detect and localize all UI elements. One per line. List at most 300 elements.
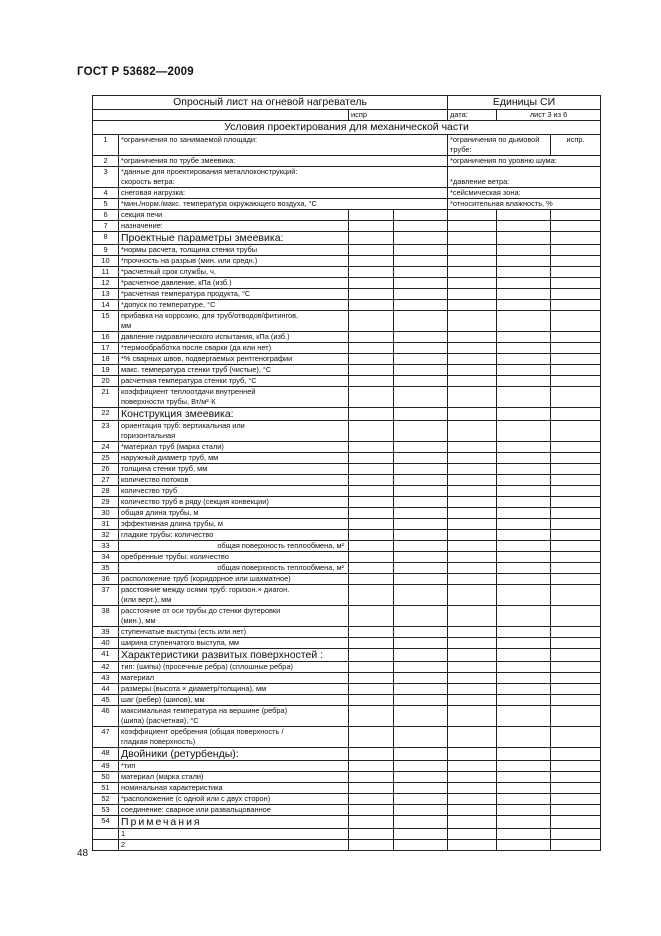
value-cell (551, 794, 601, 805)
row-text: *допуск по температуре, °С (121, 300, 216, 309)
value-cell (448, 627, 497, 638)
value-cell (349, 519, 394, 530)
value-cell (551, 706, 601, 727)
value-cell (448, 387, 497, 408)
value-cell (551, 453, 601, 464)
value-cell (448, 695, 497, 706)
value-cell (497, 684, 551, 695)
value-cell (394, 673, 448, 684)
row-text: максимальная температура на вершине (ребра) (121, 706, 288, 715)
row-text-line2: (мин.), мм (121, 616, 156, 625)
value-cell (497, 376, 551, 387)
value-cell (551, 761, 601, 772)
value-cell (394, 267, 448, 278)
value-cell (394, 805, 448, 816)
table-row (93, 684, 601, 695)
row-text: общая поверхность теплообмена, м² (217, 563, 344, 572)
value-cell (394, 794, 448, 805)
row-text: номинальная характеристика (121, 783, 223, 792)
value-cell (394, 508, 448, 519)
value-cell (349, 541, 394, 552)
value-cell (349, 210, 394, 221)
value-cell (448, 332, 497, 343)
table-row (93, 727, 601, 748)
row-number: 26 (93, 464, 119, 475)
value-cell (448, 365, 497, 376)
value-cell (448, 772, 497, 783)
row-label (119, 727, 349, 748)
value-cell (448, 541, 497, 552)
row-number: 28 (93, 486, 119, 497)
value-cell (497, 365, 551, 376)
value-cell (497, 408, 551, 421)
row-label (119, 365, 349, 376)
value-cell (497, 245, 551, 256)
value-cell (394, 221, 448, 232)
row-label-left (119, 156, 448, 167)
value-cell (448, 245, 497, 256)
value-cell (448, 442, 497, 453)
row-label (119, 794, 349, 805)
value-cell (349, 706, 394, 727)
value-cell (448, 606, 497, 627)
value-cell (394, 497, 448, 508)
value-cell (349, 343, 394, 354)
value-cell (551, 574, 601, 585)
value-cell (551, 232, 601, 245)
table-row (93, 783, 601, 794)
table-row (93, 199, 601, 210)
row-text: *сейсмическая зона: (450, 188, 521, 197)
row-label (119, 256, 349, 267)
row-text: размеры (высота × диаметр/толщина), мм (121, 684, 267, 693)
value-cell (551, 497, 601, 508)
value-cell (448, 530, 497, 541)
value-cell (349, 761, 394, 772)
row-number: 12 (93, 278, 119, 289)
table-row (93, 627, 601, 638)
value-cell (551, 695, 601, 706)
value-cell (349, 486, 394, 497)
row-label (119, 840, 349, 851)
row-text: прибавка на коррозию, для труб/отводов/фитингов, (121, 311, 299, 320)
value-cell (551, 627, 601, 638)
row-number: 49 (93, 761, 119, 772)
row-label (119, 552, 349, 563)
value-cell (551, 245, 601, 256)
table-row (93, 135, 601, 156)
row-label (119, 530, 349, 541)
row-number: 21 (93, 387, 119, 408)
table-row (93, 673, 601, 684)
table-row (93, 387, 601, 408)
value-cell (349, 574, 394, 585)
value-cell (394, 421, 448, 442)
row-text: наружный диаметр труб, мм (121, 453, 219, 462)
value-cell (448, 748, 497, 761)
row-text: *термообработка после сварки (да или нет) (121, 343, 272, 352)
row-label-left (119, 167, 448, 188)
row-number: 30 (93, 508, 119, 519)
value-cell (394, 530, 448, 541)
row-label (119, 267, 349, 278)
row-text: количество труб (121, 486, 178, 495)
value-cell (349, 408, 394, 421)
value-cell (551, 508, 601, 519)
value-cell (394, 606, 448, 627)
value-cell (551, 365, 601, 376)
row-number: 17 (93, 343, 119, 354)
value-cell (349, 563, 394, 574)
row-text: *расчетный срок службы, ч. (121, 267, 216, 276)
value-cell (497, 627, 551, 638)
value-cell (497, 256, 551, 267)
table-row (93, 256, 601, 267)
table-row (93, 761, 601, 772)
value-cell (448, 662, 497, 673)
row-label-right (448, 167, 601, 188)
value-cell (349, 421, 394, 442)
value-cell (394, 232, 448, 245)
value-cell (551, 748, 601, 761)
row-text: *ограничения по дымовой трубе: (450, 135, 540, 154)
value-cell (394, 376, 448, 387)
row-number: 39 (93, 627, 119, 638)
value-cell (349, 649, 394, 662)
value-cell (394, 332, 448, 343)
value-cell (394, 727, 448, 748)
row-text: Примечания (121, 816, 202, 828)
row-text: *мин./норм./макс. температура окружающего воздуха, °С (121, 199, 317, 208)
row-label (119, 748, 349, 761)
value-cell (497, 585, 551, 606)
row-number: 32 (93, 530, 119, 541)
row-text: Проектные параметры змеевика: (121, 232, 284, 244)
row-label (119, 519, 349, 530)
value-cell (349, 840, 394, 851)
table-row (93, 188, 601, 199)
table-row (93, 267, 601, 278)
value-cell (497, 552, 551, 563)
row-number: 53 (93, 805, 119, 816)
value-cell (394, 464, 448, 475)
row-label (119, 408, 349, 421)
value-cell (394, 574, 448, 585)
row-text: толщина стенки труб, мм (121, 464, 208, 473)
value-cell (448, 673, 497, 684)
value-cell (349, 805, 394, 816)
table-row (93, 210, 601, 221)
row-label (119, 805, 349, 816)
row-label (119, 508, 349, 519)
row-text: Двойники (ретурбенды): (121, 748, 239, 760)
revision-label: испр (349, 110, 448, 121)
row-number: 41 (93, 649, 119, 662)
row-text: соединение: сварное или развальцованное (121, 805, 271, 814)
row-text: количество труб в ряду (секция конвекции) (121, 497, 269, 506)
row-label (119, 585, 349, 606)
value-cell (497, 748, 551, 761)
row-text: общая поверхность теплообмена, м² (217, 541, 344, 550)
row-text: коэффициент теплоотдачи внутренней (121, 387, 256, 396)
value-cell (394, 343, 448, 354)
value-cell (551, 256, 601, 267)
row-text: общая длина трубы, м (121, 508, 199, 517)
row-number: 46 (93, 706, 119, 727)
row-text: макс. температура стенки труб (чистые), °С (121, 365, 272, 374)
value-cell (394, 684, 448, 695)
row-label (119, 662, 349, 673)
value-cell (551, 816, 601, 829)
value-cell (394, 638, 448, 649)
row-label (119, 464, 349, 475)
value-cell (349, 300, 394, 311)
value-cell (448, 563, 497, 574)
value-cell (394, 840, 448, 851)
row-label (119, 761, 349, 772)
value-cell (394, 816, 448, 829)
section-row (93, 816, 601, 829)
value-cell (497, 311, 551, 332)
row-text: *% сварных швов, подвергаемых рентгенографии (121, 354, 293, 363)
value-cell (349, 673, 394, 684)
table-row (93, 638, 601, 649)
value-cell (551, 311, 601, 332)
value-cell (394, 662, 448, 673)
row-label (119, 387, 349, 408)
value-cell (551, 772, 601, 783)
value-cell (394, 354, 448, 365)
value-cell (349, 638, 394, 649)
row-number: 18 (93, 354, 119, 365)
value-cell (551, 585, 601, 606)
row-number: 25 (93, 453, 119, 464)
row-text: ступенчатые выступы (есть или нет) (121, 627, 247, 636)
row-number: 33 (93, 541, 119, 552)
value-cell (551, 552, 601, 563)
value-cell (448, 585, 497, 606)
table-row (93, 343, 601, 354)
value-cell (497, 840, 551, 851)
value-cell (349, 311, 394, 332)
value-cell (394, 475, 448, 486)
value-cell (497, 649, 551, 662)
value-cell (551, 421, 601, 442)
row-label (119, 816, 349, 829)
value-cell (497, 783, 551, 794)
row-label (119, 574, 349, 585)
value-cell (349, 376, 394, 387)
section-row (93, 748, 601, 761)
value-cell (497, 497, 551, 508)
value-cell (448, 376, 497, 387)
row-text: *ограничения по уровню шума: (450, 156, 557, 165)
row-text: *расположение (с одной или с двух сторон) (121, 794, 271, 803)
section-row (93, 408, 601, 421)
value-cell (497, 706, 551, 727)
row-text: *относительная влажность, % (450, 199, 553, 208)
value-cell (349, 627, 394, 638)
row-text: коэффициент оребрения (общая поверхность / (121, 727, 284, 736)
row-text: ширина ступенчатого выступа, мм (121, 638, 239, 647)
value-cell (394, 365, 448, 376)
value-cell (497, 695, 551, 706)
value-cell (448, 840, 497, 851)
value-cell (349, 585, 394, 606)
value-cell (497, 267, 551, 278)
row-text: Конструкция змеевика: (121, 408, 234, 420)
value-cell (349, 772, 394, 783)
value-cell (394, 649, 448, 662)
row-number: 36 (93, 574, 119, 585)
value-cell (448, 638, 497, 649)
row-label (119, 245, 349, 256)
value-cell (497, 354, 551, 365)
row-number: 7 (93, 221, 119, 232)
value-cell (497, 805, 551, 816)
value-cell (448, 354, 497, 365)
row-number: 15 (93, 311, 119, 332)
value-cell (448, 761, 497, 772)
value-cell (349, 497, 394, 508)
row-text: *прочность на разрыв (мин. или средн.) (121, 256, 258, 265)
table-row (93, 245, 601, 256)
table-row (93, 421, 601, 442)
value-cell (448, 343, 497, 354)
header-blank (93, 110, 349, 121)
row-label (119, 376, 349, 387)
value-cell (497, 453, 551, 464)
row-number: 40 (93, 638, 119, 649)
table-row (93, 453, 601, 464)
value-cell (394, 772, 448, 783)
value-cell (448, 727, 497, 748)
row-number: 44 (93, 684, 119, 695)
row-label (119, 627, 349, 638)
value-cell (349, 256, 394, 267)
value-cell (551, 649, 601, 662)
table-row (93, 156, 601, 167)
row-number: 5 (93, 199, 119, 210)
row-text: Характеристики развитых поверхностей : (121, 649, 324, 661)
row-label (119, 541, 349, 552)
row-number: 45 (93, 695, 119, 706)
row-number: 9 (93, 245, 119, 256)
value-cell (497, 662, 551, 673)
value-cell (551, 387, 601, 408)
table-row (93, 464, 601, 475)
row-label-right (448, 199, 601, 210)
value-cell (551, 662, 601, 673)
table-row (93, 332, 601, 343)
value-cell (394, 300, 448, 311)
table-row (93, 794, 601, 805)
row-label (119, 606, 349, 627)
document-code: ГОСТ Р 53682—2009 (77, 66, 194, 78)
row-number: 3 (93, 167, 119, 188)
value-cell (394, 552, 448, 563)
row-text: *ограничения по трубе змеевика: (121, 156, 236, 165)
row-label (119, 673, 349, 684)
section-title: Условия проектирования для механической части (93, 121, 601, 135)
value-cell (497, 421, 551, 442)
value-cell (448, 289, 497, 300)
row-text: *расчетное давление, кПа (изб.) (121, 278, 232, 287)
row-text: материал (121, 673, 155, 682)
value-cell (394, 245, 448, 256)
row-label-left (119, 188, 448, 199)
value-cell (448, 816, 497, 829)
value-cell (349, 662, 394, 673)
value-cell (349, 464, 394, 475)
value-cell (497, 673, 551, 684)
value-cell (551, 267, 601, 278)
value-cell (551, 840, 601, 851)
value-cell (497, 530, 551, 541)
value-cell (349, 684, 394, 695)
value-cell (448, 552, 497, 563)
row-label (119, 706, 349, 727)
value-cell (497, 475, 551, 486)
value-cell (497, 816, 551, 829)
row-number: 54 (93, 816, 119, 829)
row-number: 1 (93, 135, 119, 156)
value-cell (551, 519, 601, 530)
value-cell (394, 311, 448, 332)
value-cell (448, 497, 497, 508)
table-row (93, 662, 601, 673)
row-text-line2: поверхности трубы, Вт/м²·К (121, 397, 216, 406)
value-cell (349, 365, 394, 376)
value-cell (448, 574, 497, 585)
page-number: 48 (77, 848, 89, 859)
row-text: расположение труб (коридорное или шахматное) (121, 574, 291, 583)
value-cell (394, 453, 448, 464)
value-cell (448, 221, 497, 232)
row-text: *материал труб (марка стали) (121, 442, 224, 451)
value-cell (497, 563, 551, 574)
value-cell (448, 794, 497, 805)
value-cell (394, 783, 448, 794)
row-number: 11 (93, 267, 119, 278)
row-label (119, 421, 349, 442)
value-cell (394, 289, 448, 300)
value-cell (448, 649, 497, 662)
value-cell (448, 829, 497, 840)
row-text: секция печи (121, 210, 163, 219)
value-cell (448, 300, 497, 311)
value-cell (497, 508, 551, 519)
sheet-label: лист 3 из 6 (497, 110, 601, 121)
value-cell (497, 332, 551, 343)
table-row (93, 706, 601, 727)
row-text: *расчетная температура продукта, °С (121, 289, 251, 298)
revision-cell: испр. (551, 135, 601, 156)
row-number: 31 (93, 519, 119, 530)
row-label (119, 354, 349, 365)
value-cell (551, 300, 601, 311)
value-cell (551, 606, 601, 627)
table-row (93, 695, 601, 706)
row-label (119, 278, 349, 289)
questionnaire-table (92, 95, 601, 851)
row-number: 42 (93, 662, 119, 673)
table-row (93, 289, 601, 300)
value-cell (551, 221, 601, 232)
value-cell (448, 475, 497, 486)
value-cell (551, 684, 601, 695)
row-text: 1 (121, 829, 126, 838)
